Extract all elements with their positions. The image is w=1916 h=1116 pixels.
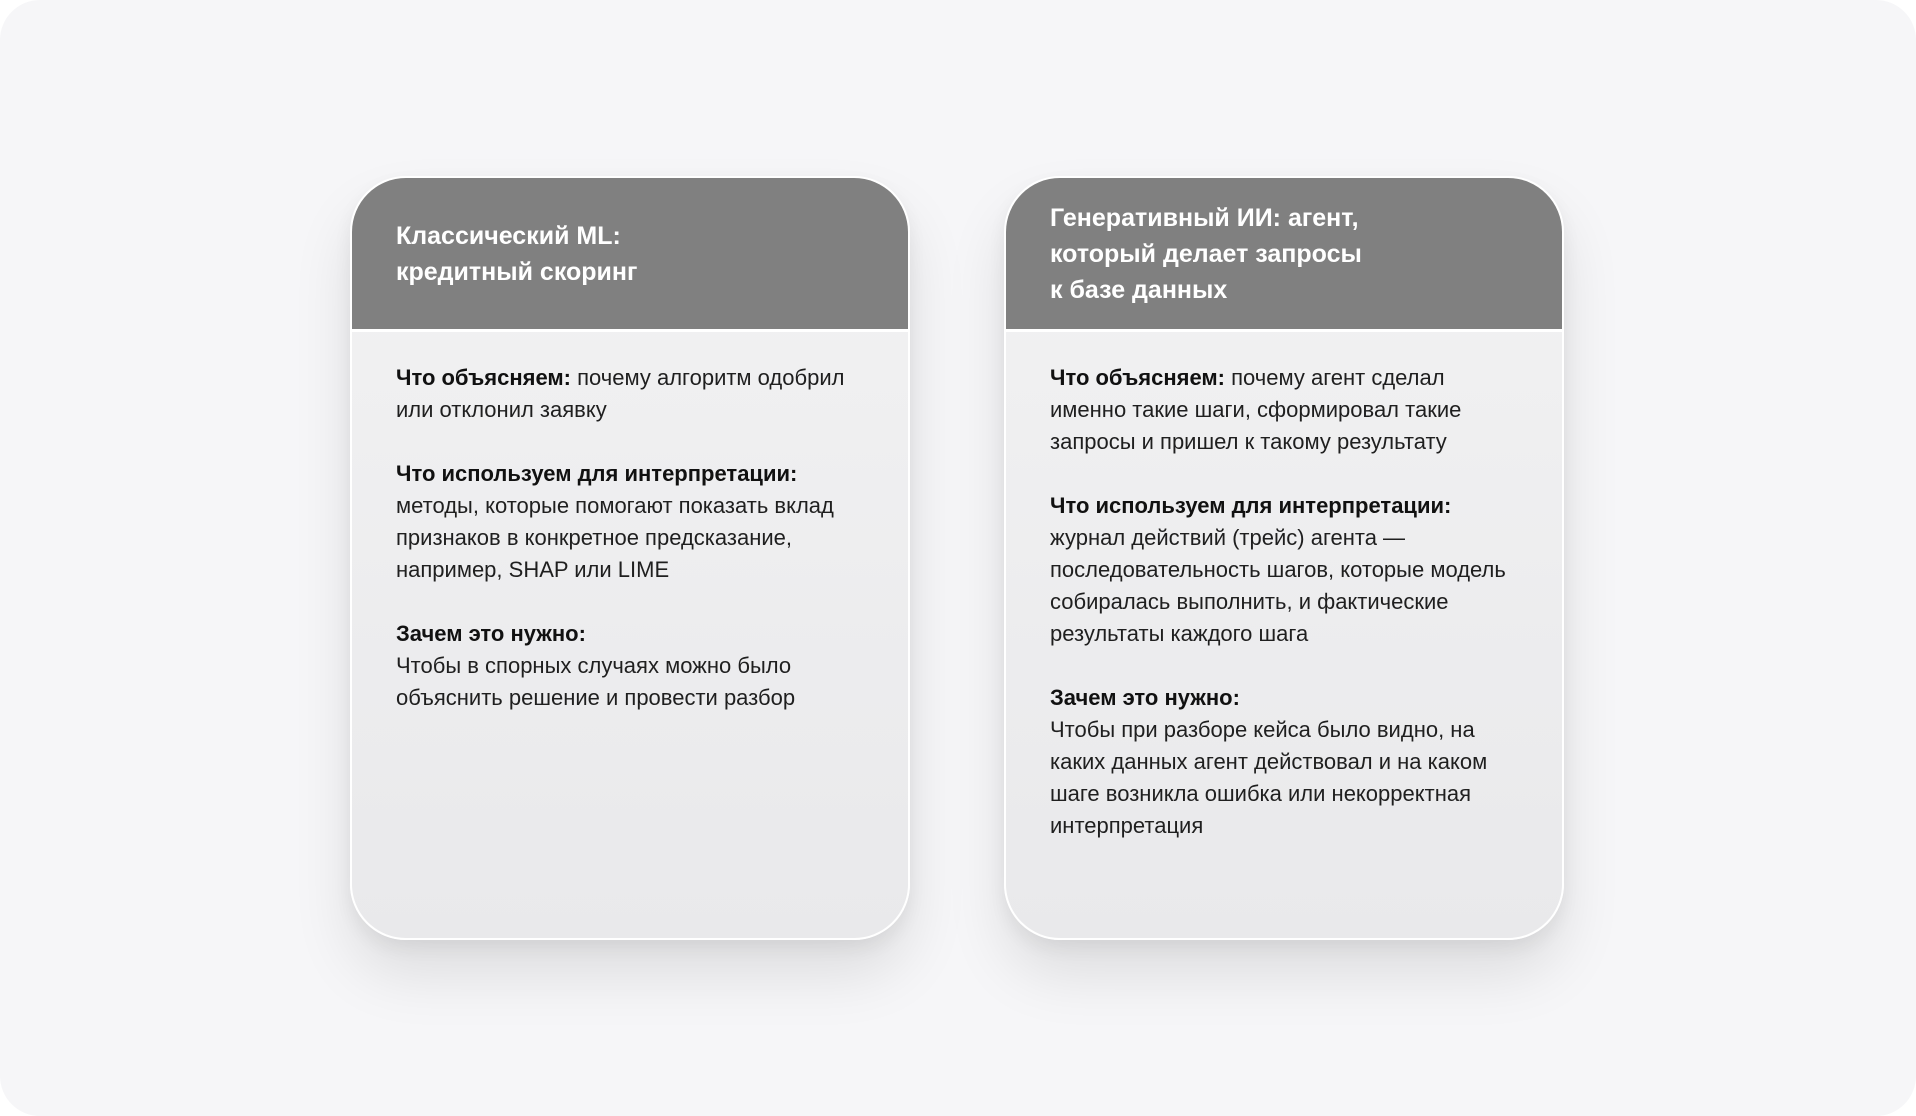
section-why bbox=[396, 618, 864, 714]
card-classic-ml bbox=[350, 176, 910, 940]
section-label: Что объясняем: bbox=[396, 365, 572, 390]
section-label: Что объясняем: bbox=[1050, 365, 1226, 390]
card-title-line: кредитный скоринг bbox=[396, 257, 638, 286]
card-header bbox=[1006, 178, 1562, 332]
card-title-line: Генеративный ИИ: агент, bbox=[1050, 203, 1359, 232]
card-header bbox=[352, 178, 908, 332]
section-text: почему агент сделал именно такие шаги, сформировал такие запросы и пришел к такому результату bbox=[1050, 365, 1462, 454]
section-why bbox=[1050, 682, 1518, 842]
section-what-use bbox=[396, 458, 864, 586]
card-title bbox=[1050, 200, 1362, 308]
section-text: журнал действий (трейс) агента — последовательность шагов, которые модель собиралась выполнить, и фактические результаты каждого шага bbox=[1050, 525, 1506, 646]
section-text: Чтобы в спорных случаях можно было объяснить решение и провести разбор bbox=[396, 653, 796, 710]
section-what-explain bbox=[396, 362, 864, 426]
card-title bbox=[396, 218, 637, 290]
section-label: Что используем для интерпретации: bbox=[1050, 493, 1452, 518]
section-label: Зачем это нужно: bbox=[1050, 685, 1240, 710]
card-title-line: к базе данных bbox=[1050, 275, 1228, 304]
section-what-explain bbox=[1050, 362, 1518, 458]
section-label: Что используем для интерпретации: bbox=[396, 461, 798, 486]
section-what-use bbox=[1050, 490, 1518, 650]
card-generative-ai bbox=[1004, 176, 1564, 940]
card-title-line: который делает запросы bbox=[1050, 239, 1362, 268]
section-text: почему алгоритм одобрил или отклонил заявку bbox=[396, 365, 845, 422]
card-title-line: Классический ML: bbox=[396, 221, 621, 250]
card-body bbox=[1006, 332, 1562, 842]
section-text: методы, которые помогают показать вклад признаков в конкретное предсказание, например, SHAP или LIME bbox=[396, 493, 834, 582]
card-body bbox=[352, 332, 908, 714]
section-label: Зачем это нужно: bbox=[396, 621, 586, 646]
section-text: Чтобы при разборе кейса было видно, на каких данных агент действовал и на каком шаге возникла ошибка или некорректная интерпретация bbox=[1050, 717, 1488, 838]
